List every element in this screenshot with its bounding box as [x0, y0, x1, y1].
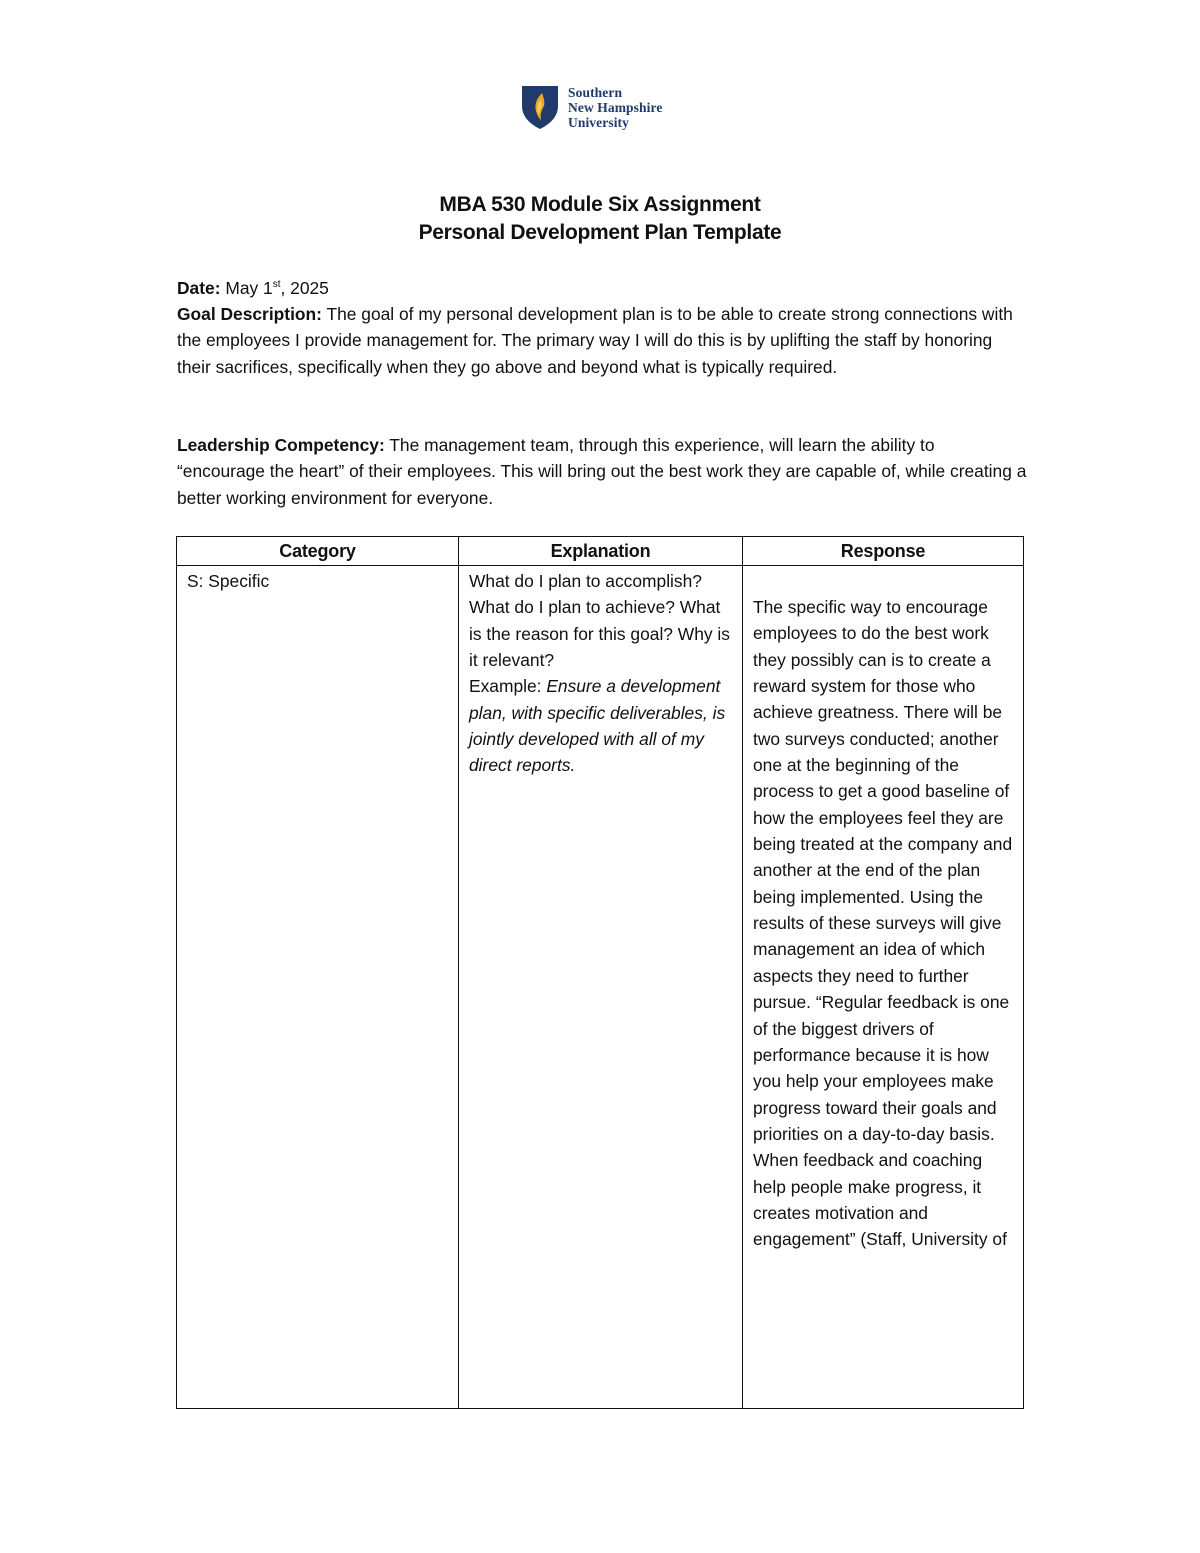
date-month-day: May 1	[220, 278, 273, 298]
cell-explanation	[469, 568, 735, 779]
document-subtitle: Personal Development Plan Template	[418, 221, 782, 244]
explanation-example	[469, 673, 735, 778]
example-text: Ensure a development plan, with specific deliverables, is jointly developed with all of my direct reports.	[469, 676, 726, 776]
date-year: , 2025	[280, 278, 329, 298]
leadership-label: Leadership Competency:	[177, 435, 385, 455]
logo-wordmark	[568, 85, 662, 130]
cell-category: S: Specific	[187, 571, 270, 591]
shield-flame-icon	[521, 84, 559, 130]
header-category: Category	[279, 541, 356, 561]
header-response: Response	[840, 541, 926, 561]
cell-response: The specific way to encourage employees to do the best work they possibly can is to create a reward system for those who achieve greatness. There will be two surveys conducted; another one at the beginning of the process to get a good baseline of how the employees feel they are being treated at the company and another at the end of the plan being implemented. Using the results of these surveys will give management an idea of which aspects they need to further pursue. “Regular feedback is one of the biggest drivers of performance because it is how you help your employees make progress toward their goals and priorities on a day-to-day basis. When feedback and coaching help people make progress, it creates motivation and engagement” (Staff, University of	[753, 597, 1013, 1250]
goal-description	[177, 301, 1027, 380]
explanation-questions: What do I plan to accomplish? What do I plan to achieve? What is the reason for this goal? Why is it relevant?	[469, 571, 730, 671]
example-label: Example:	[469, 676, 547, 697]
goal-text: The goal of my personal development plan is to be able to create strong connections with the employees I provide management for. The primary way I will do this is by uplifting the staff by honoring their sacrifices, specifically when they go above and beyond what is typically required.	[177, 304, 1013, 377]
header-divider	[177, 565, 1023, 566]
logo-line-1: Southern	[568, 84, 623, 100]
column-divider	[458, 537, 459, 1408]
smart-goal-table	[176, 536, 1024, 1409]
column-divider	[742, 537, 743, 1408]
leadership-competency	[177, 432, 1027, 511]
goal-label: Goal Description:	[177, 304, 322, 324]
university-logo	[521, 84, 662, 130]
date-ordinal-suffix: st	[272, 279, 281, 291]
logo-line-3: University	[568, 114, 629, 130]
leadership-text: The management team, through this experience, will learn the ability to “encourage the heart” of their employees. This will bring out the best work they are capable of, while creating a better working environment for everyone.	[177, 435, 1027, 508]
date-label: Date:	[177, 278, 221, 298]
header-explanation: Explanation	[550, 541, 651, 561]
logo-line-2: New Hampshire	[568, 99, 663, 115]
date-line	[177, 275, 1027, 301]
document-title: MBA 530 Module Six Assignment	[439, 193, 761, 216]
